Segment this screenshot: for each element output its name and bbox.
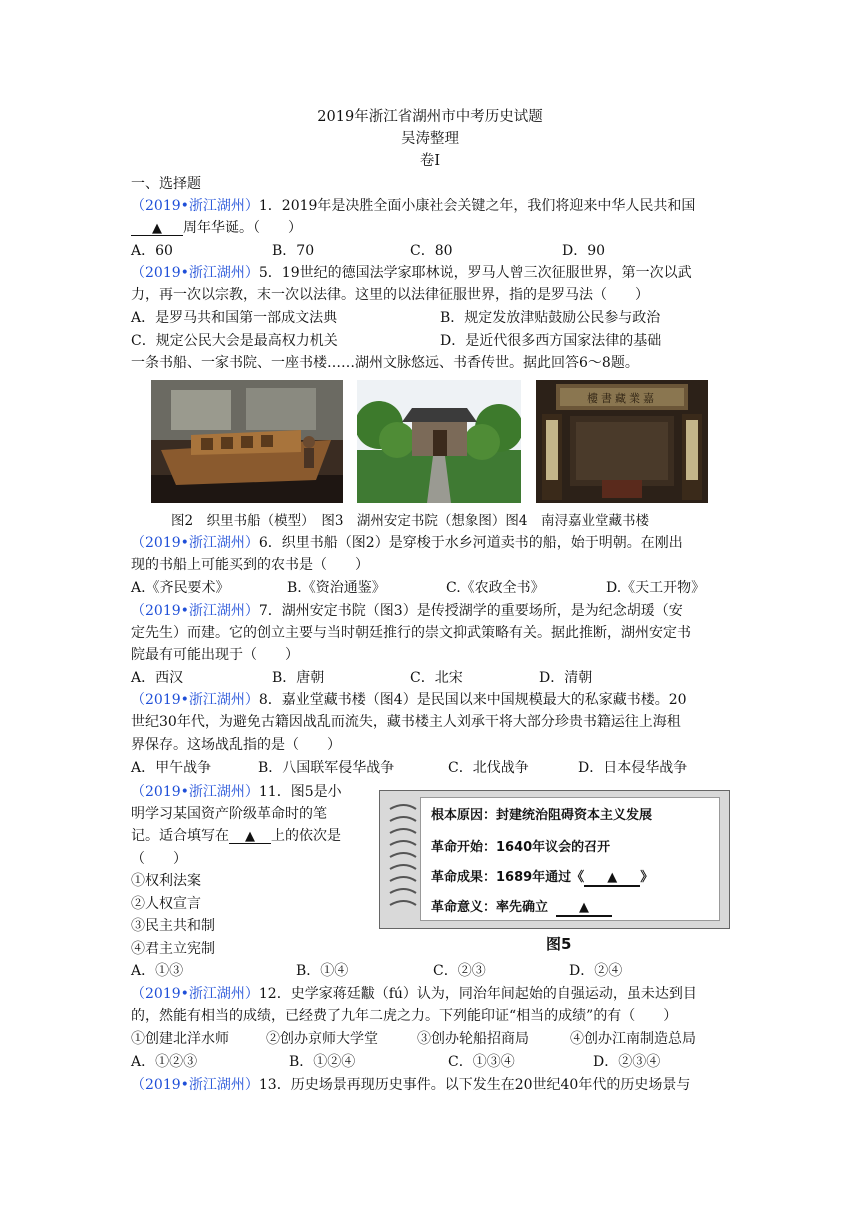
question-5-line-1: （2019•浙江湖州）5．19世纪的德国法学家耶林说，罗马人曾三次征服世界，第一次以武 <box>131 265 692 281</box>
option-d: D．②④ <box>569 963 623 979</box>
note-row-result: 革命成果：1689年通过《 ▲ 》 <box>431 870 654 885</box>
question-8-line-1: （2019•浙江湖州）8．嘉业堂藏书楼（图4）是民国以来中国规模最大的私家藏书楼。20 <box>131 692 687 708</box>
triangle-icon: ▲ <box>607 870 618 885</box>
option-a: A．是罗马共和国第一部成文法典 <box>131 310 338 326</box>
question-12-line-1: （2019•浙江湖州）12．史学家蒋廷黻（fú）认为，同治年间起始的自强运动，虽未达到目 <box>131 986 697 1002</box>
question-8-line-2: 世纪30年代，为避免古籍因战乱而流失，藏书楼主人刘承干将大部分珍贵书籍运往上海租 <box>131 714 681 730</box>
option-a: A．西汉 <box>131 670 184 686</box>
question-8-line-3: 界保存。这场战乱指的是（ ） <box>131 737 341 753</box>
option-a: A．①②③ <box>131 1054 198 1070</box>
list-item: ②创办京师大学堂 <box>266 1031 378 1047</box>
question-13-line-1: （2019•浙江湖州）13．历史场景再现历史事件。以下发生在20世纪40年代的历史场景与 <box>131 1077 691 1093</box>
list-item: ①权利法案 <box>131 873 201 889</box>
note-row-start: 革命开始：1640年议会的召开 <box>431 840 611 855</box>
question-11-line-2: 明学习某国资产阶级革命时的笔 <box>131 806 327 822</box>
notebook-page <box>420 797 720 921</box>
triangle-icon: ▲ <box>579 900 590 915</box>
option-d: D.《天工开物》 <box>606 580 706 596</box>
triangle-icon: ▲ <box>152 221 162 236</box>
option-c: C．②③ <box>433 963 486 979</box>
question-7-line-2: 定先生）而建。它的创立主要与当时朝廷推行的崇文抑武策略有关。据此推断，湖州安定书 <box>131 625 691 641</box>
question-7-line-1: （2019•浙江湖州）7．湖州安定书院（图3）是传授湖学的重要场所，是为纪念胡瑗（安 <box>131 603 683 619</box>
library-photo <box>536 380 708 503</box>
question-source: （2019•浙江湖州） <box>131 603 259 619</box>
option-c: C．北宋 <box>410 670 463 686</box>
list-item: ③民主共和制 <box>131 918 215 934</box>
book-boat-photo <box>151 380 343 503</box>
option-d: D．90 <box>562 243 606 259</box>
academy-photo <box>357 380 521 503</box>
option-a: A．60 <box>131 243 173 259</box>
question-source: （2019•浙江湖州） <box>131 692 259 708</box>
option-b: B．规定发放津贴鼓励公民参与政治 <box>440 310 661 326</box>
answer-blank <box>131 217 183 236</box>
triangle-icon: ▲ <box>245 829 255 844</box>
spiral-binding-icon <box>384 799 418 919</box>
option-c: C．北伐战争 <box>448 760 529 776</box>
option-b: B.《资治通鉴》 <box>287 580 386 596</box>
question-5-line-2: 力，再一次以宗教，末一次以法律。这里的以法律征服世界，指的是罗马法（ ） <box>131 287 649 303</box>
list-item: ③创办轮船招商局 <box>417 1031 529 1047</box>
option-b: B．唐朝 <box>272 670 325 686</box>
doc-author: 吴涛整理 <box>401 131 459 147</box>
figure-5-notebook <box>379 790 730 929</box>
option-b: B．八国联军侵华战争 <box>258 760 395 776</box>
option-d: D．是近代很多西方国家法律的基础 <box>440 333 662 349</box>
list-item: ④创办江南制造总局 <box>570 1031 696 1047</box>
option-b: B．70 <box>272 243 315 259</box>
question-source: （2019•浙江湖州） <box>131 1077 259 1093</box>
question-6-line-2: 现的书船上可能买到的农书是（ ） <box>131 557 369 573</box>
note-row-cause: 根本原因：封建统治阻碍资本主义发展 <box>431 808 653 823</box>
question-1-line-1: （2019•浙江湖州）1．2019年是决胜全面小康社会关键之年，我们将迎来中华人民共和国 <box>131 198 696 214</box>
figure-5-label: 图5 <box>546 935 572 953</box>
note-row-significance: 革命意义：率先确立 ▲ <box>431 896 612 917</box>
option-b: B．①④ <box>296 963 349 979</box>
question-7-line-3: 院最有可能出现于（ ） <box>131 647 299 663</box>
option-a: A．甲午战争 <box>131 760 212 776</box>
question-6-line-1: （2019•浙江湖州）6．织里书船（图2）是穿梭于水乡河道卖书的船，始于明朝。在刚出 <box>131 535 683 551</box>
intro-6-8: 一条书船、一家书院、一座书楼……湖州文脉悠远、书香传世。据此回答6～8题。 <box>131 355 639 371</box>
answer-blank <box>556 900 612 917</box>
question-source: （2019•浙江湖州） <box>131 535 259 551</box>
answer-blank <box>229 825 271 844</box>
question-11-line-1: （2019•浙江湖州）11．图5是小 <box>131 784 342 800</box>
doc-volume: 卷Ⅰ <box>419 153 441 169</box>
doc-title: 2019年浙江省湖州市中考历史试题 <box>317 109 543 125</box>
question-11-line-4: （ ） <box>131 851 187 867</box>
question-11-line-3: 记。适合填写在 ▲ 上的依次是 <box>131 825 341 847</box>
list-item: ①创建北洋水师 <box>131 1031 229 1047</box>
question-source: （2019•浙江湖州） <box>131 986 259 1002</box>
option-d: D．清朝 <box>539 670 593 686</box>
question-source: （2019•浙江湖州） <box>131 265 259 281</box>
question-source: （2019•浙江湖州） <box>131 784 259 800</box>
option-c: C．80 <box>410 243 453 259</box>
answer-blank <box>584 870 640 887</box>
option-a: A.《齐民要术》 <box>131 580 230 596</box>
option-c: C．①③④ <box>448 1054 515 1070</box>
question-source: （2019•浙江湖州） <box>131 198 259 214</box>
option-c: C.《农政全书》 <box>446 580 545 596</box>
option-c: C．规定公民大会是最高权力机关 <box>131 333 338 349</box>
plaque-text: 樓書藏業嘉 <box>587 392 657 405</box>
section-heading: 一、选择题 <box>131 176 201 192</box>
option-d: D．日本侵华战争 <box>578 760 688 776</box>
list-item: ④君主立宪制 <box>131 941 215 957</box>
figures-caption: 图2 织里书船（模型） 图3 湖州安定书院（想象图）图4 南浔嘉业堂藏书楼 <box>171 513 650 529</box>
list-item: ②人权宣言 <box>131 896 201 912</box>
option-d: D．②③④ <box>593 1054 661 1070</box>
option-b: B．①②④ <box>289 1054 356 1070</box>
option-a: A．①③ <box>131 963 184 979</box>
question-1-line-2: ▲ 周年华诞。（ ） <box>131 217 302 239</box>
question-12-line-2: 的，然能有相当的成绩，已经费了九年二虎之力。下列能印证“相当的成绩”的有（ ） <box>131 1008 678 1024</box>
